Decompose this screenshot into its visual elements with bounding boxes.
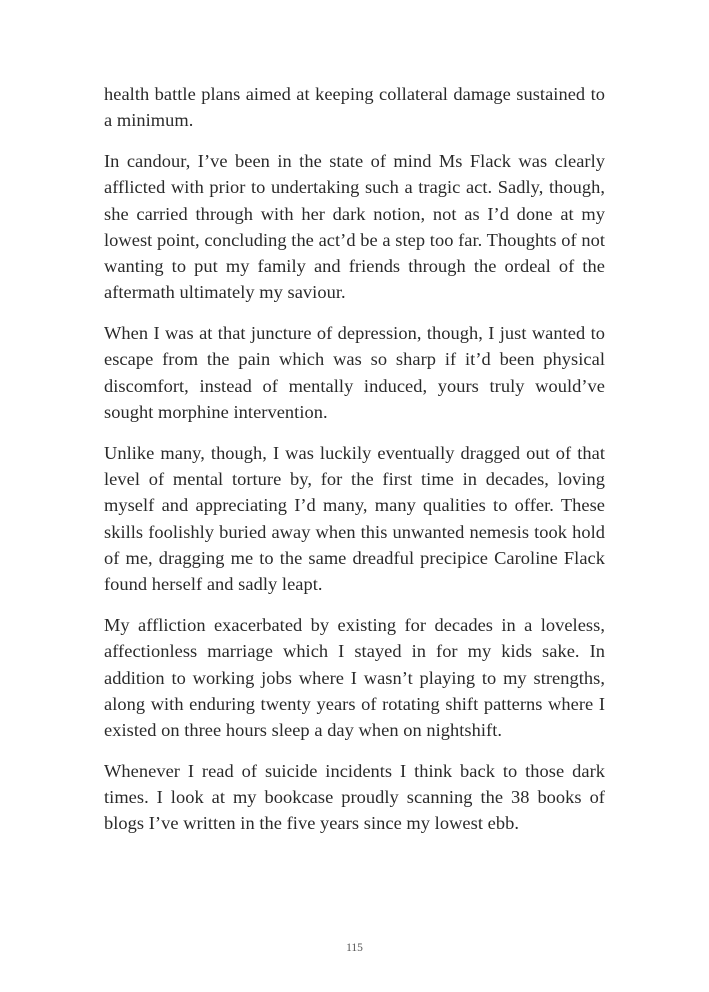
paragraph-candour: In candour, I’ve been in the state of mind Ms Flack was clearly afflicted with prior to undertaking such a tragic act. Sadly, though, she carried through with her dark notion, not as I’d done at my lowest point, concluding the act’d be a step too far. Thoughts of not wanting to put my family and friends through the ordeal of the aftermath ultimately my saviour. [104,150,605,303]
paragraph-recovery: Unlike many, though, I was luckily eventually dragged out of that level of mental torture by, for the first time in decades, loving myself and appreciating I’d many, many qualities to offer. These skills foolishly buried away when this unwanted nemesis took hold of me, dragging me to the same dreadful precipice Caroline Flack found herself and sadly leapt. [104,442,605,595]
body-text [104,81,605,851]
paragraph-continuation: health battle plans aimed at keeping collateral damage sustained to a minimum. [104,84,605,131]
page-number: 115 [346,942,363,954]
paragraph-depression: When I was at that juncture of depression, though, I just wanted to escape from the pain which was so sharp if it’d been physical discomfort, instead of mentally induced, yours truly would’ve sought morphine intervention. [104,323,605,423]
paragraph-affliction: My affliction exacerbated by existing for decades in a loveless, affectionless marriage which I stayed in for my kids sake. In addition to working jobs where I wasn’t playing to my strengths, along with enduring twenty years of rotating shift patterns where I existed on three hours sleep a day when on nightshift. [104,614,605,741]
paragraph-bookcase: Whenever I read of suicide incidents I think back to those dark times. I look at my bookcase proudly scanning the 38 books of blogs I’ve written in the five years since my lowest ebb. [104,760,605,834]
